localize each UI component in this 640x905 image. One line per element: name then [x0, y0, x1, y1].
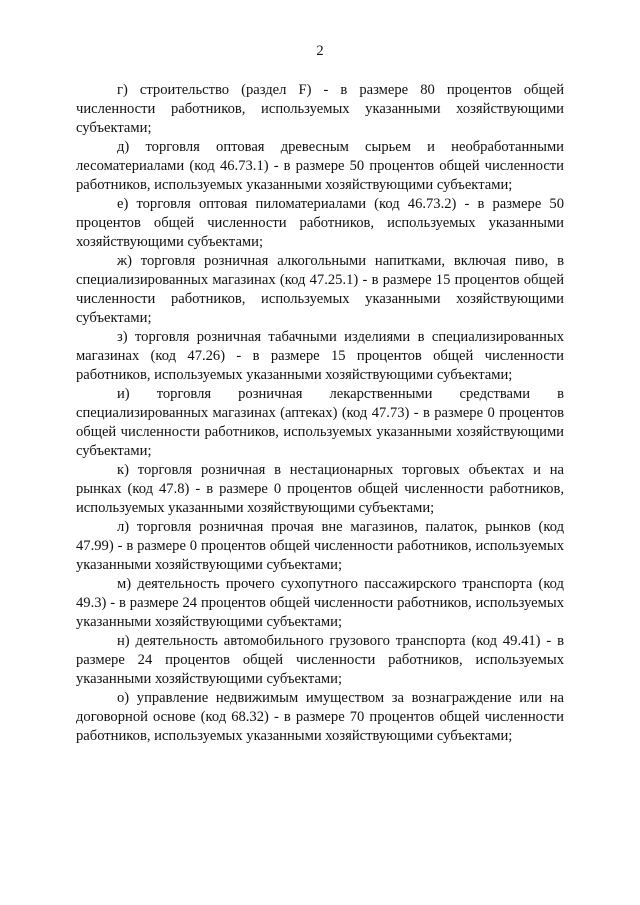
list-item: ж) торговля розничная алкогольными напитками, включая пиво, в специализированных магазинах (код 47.25.1) - в размере 15 процентов общей численности работников, используемых указанными хозяйствующими субъектами; — [76, 253, 564, 326]
document-body — [76, 81, 564, 746]
list-item: л) торговля розничная прочая вне магазинов, палаток, рынков (код 47.99) - в размере 0 процентов общей численности работников, используемых указанными хозяйствующими субъектами; — [76, 519, 564, 573]
list-item: о) управление недвижимым имуществом за вознаграждение или на договорной основе (код 68.32) - в размере 70 процентов общей численности работников, используемых указанными хозяйствующими субъектами; — [76, 690, 564, 744]
list-item: з) торговля розничная табачными изделиями в специализированных магазинах (код 47.26) - в размере 15 процентов общей численности работников, используемых указанными хозяйствующими субъектами; — [76, 329, 564, 383]
list-item: д) торговля оптовая древесным сырьем и необработанными лесоматериалами (код 46.73.1) - в размере 50 процентов общей численности работников, используемых указанными хозяйствующими субъектами; — [76, 139, 564, 193]
list-item: м) деятельность прочего сухопутного пассажирского транспорта (код 49.3) - в размере 24 процентов общей численности работников, используемых указанными хозяйствующими субъектами; — [76, 576, 564, 630]
list-item: и) торговля розничная лекарственными средствами в специализированных магазинах (аптеках) (код 47.73) - в размере 0 процентов общей численности работников, используемых указанными хозяйствующими субъектами; — [76, 386, 564, 459]
page-number: 2 — [316, 43, 324, 59]
list-item: г) строительство (раздел F) - в размере 80 процентов общей численности работников, используемых указанными хозяйствующими субъектами; — [76, 82, 564, 136]
list-item: н) деятельность автомобильного грузового транспорта (код 49.41) - в размере 24 процентов общей численности работников, используемых указанными хозяйствующими субъектами; — [76, 633, 564, 687]
list-item: к) торговля розничная в нестационарных торговых объектах и на рынках (код 47.8) - в размере 0 процентов общей численности работников, используемых указанными хозяйствующими субъектами; — [76, 462, 564, 516]
list-item: е) торговля оптовая пиломатериалами (код 46.73.2) - в размере 50 процентов общей численности работников, используемых указанными хозяйствующими субъектами; — [76, 196, 564, 250]
